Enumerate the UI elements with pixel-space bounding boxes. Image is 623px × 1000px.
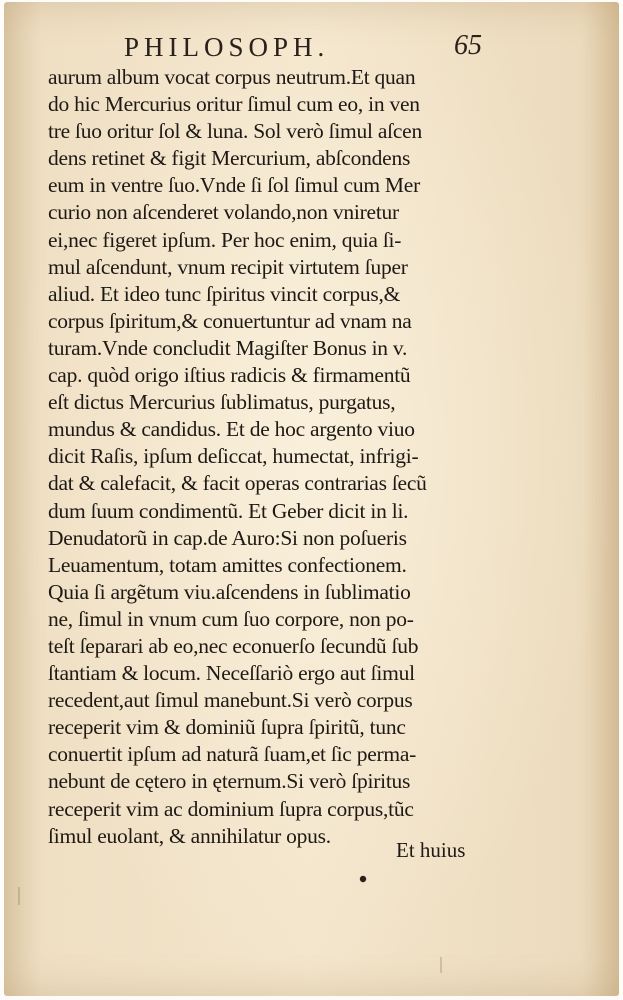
text-line: cap. quòd origo iſtius radicis & firmamentũ [48, 363, 411, 388]
book-page [4, 2, 619, 996]
text-line: ne, ſimul in vnum cum ſuo corpore, non po- [48, 606, 414, 631]
text-line: Quia ſi argẽtum viu.aſcendens in ſublimatio [48, 579, 411, 604]
text-line: turam.Vnde concludit Magiſter Bonus in v. [48, 335, 408, 360]
text-line: do hic Mercurius oritur ſimul cum eo, in ven [48, 92, 420, 117]
text-line: receperit vim & dominiũ ſupra ſpiritũ, tunc [48, 715, 406, 740]
text-line: dicit Raſis, ipſum deſiccat, humectat, infrigi- [48, 444, 419, 469]
text-line: mundus & candidus. Et de hoc argento viuo [48, 417, 415, 442]
text-line: nebunt de cętero in ęternum.Si verò ſpiritus [48, 769, 411, 794]
text-line: aurum album vocat corpus neutrum.Et quan [48, 65, 416, 89]
text-line: dat & calefacit, & facit operas contrarias ſecũ [48, 471, 427, 496]
text-line: ſtantiam & locum. Neceſſariò ergo aut ſimul [48, 661, 415, 686]
running-head: PHILOSOPH. [124, 32, 330, 62]
text-line: receperit vim ac dominium ſupra corpus,tũc [48, 796, 414, 821]
text-line: recedent,aut ſimul manebunt.Si verò corpus [48, 688, 413, 713]
body-text [48, 64, 484, 850]
text-line: dens retinet & figit Mercurium, abſcondens [48, 146, 411, 171]
text-line: Denudatorũ in cap.de Auro:Si non poſueris [48, 525, 407, 550]
catchword: Et huius [396, 838, 466, 862]
text-line: ſimul euolant, & annihilatur opus. [48, 823, 331, 848]
text-line: Leuamentum, totam amittes confectionem. [48, 552, 407, 577]
text-line: tre ſuo oritur ſol & luna. Sol verò ſimul aſcen [48, 119, 422, 144]
text-line: corpus ſpiritum,& conuertuntur ad vnam na [48, 308, 412, 333]
text-line: aliud. Et ideo tunc ſpiritus vincit corpus,& [48, 281, 401, 306]
paper-crease [18, 887, 20, 905]
page-number: 65 [454, 30, 482, 61]
text-line: mul aſcendunt, vnum recipit virtutem ſuper [48, 254, 408, 279]
text-line: eſt dictus Mercurius ſublimatus, purgatus, [48, 390, 396, 415]
text-line: teſt ſeparari ab eo,nec econuerſo ſecundũ ſub [48, 633, 419, 658]
text-line: dum ſuum condimentũ. Et Geber dicit in li. [48, 498, 409, 523]
text-line: conuertit ipſum ad naturã ſuam,et ſic perma- [48, 742, 417, 767]
paper-crease [440, 957, 442, 973]
text-line: eum in ventre ſuo.Vnde ſi ſol ſimul cum Mer [48, 173, 420, 198]
printer-ornament-icon [358, 874, 368, 884]
text-line: curio non aſcenderet volando,non vniretur [48, 200, 399, 225]
text-line: ei,nec figeret ipſum. Per hoc enim, quia ſi- [48, 227, 402, 252]
